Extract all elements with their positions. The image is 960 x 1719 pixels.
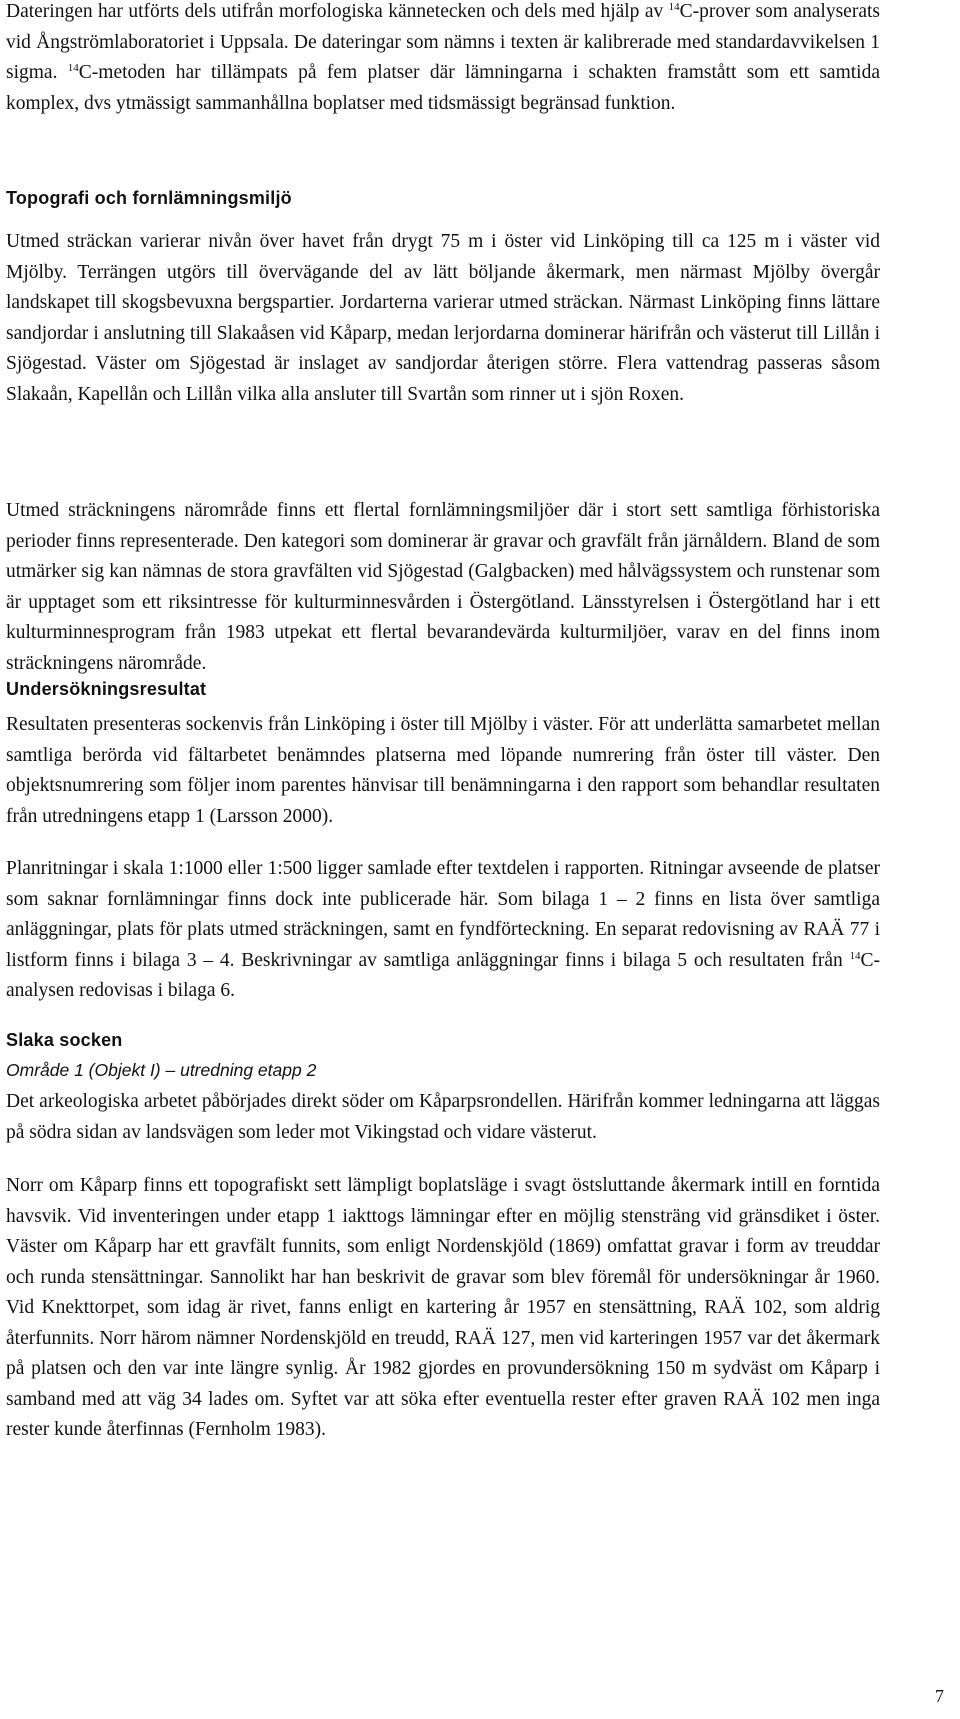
topografi-paragraph-2: Utmed sträckningens närområde finns ett flertal fornlämningsmiljöer där i stort sett samtliga förhistoriska perioder finns representerade. Den kategori som dominerar är gravar och gravfält från järnåldern. Bland de som utmärker sig kan nämnas de stora gravfälten vid Sjögestad (Galgbacken) med hålvägssystem och runstenar som är upptaget som ett riksintresse för kulturminnesvården i Östergötland. Länsstyrelsen i Östergötland har i ett kulturminnesprogram från 1983 utpekat ett flertal bevarandevärda kulturmiljöer, varav en del finns inom sträckningens närområde. bbox=[6, 500, 880, 674]
resultat-text-a: Planritningar i skala 1:1000 eller 1:500 ligger samlade efter textdelen i rapporten. Ritningar avseende de platser som saknar fornlämningar finns dock inte publicerade här. Som bilaga 1 – 2 finns en lista över samtliga anläggningar, plats för plats utmed sträckningen, samt en fyndförteckning. En separat redovisning av RAÄ 77 i listform finns i bilaga 3 – 4. Beskrivningar av samtliga anläggningar finns i bilaga 5 och resultaten från bbox=[6, 858, 880, 971]
intro-text-2: C-prover som analyserats vid Ångströmlaboratoriet i Uppsala. De dateringar som nämns i texten är kalibrerade med standardavvikelsen 1 sigma. bbox=[6, 1, 880, 83]
heading-topografi: Topografi och fornlämningsmiljö bbox=[6, 188, 292, 208]
superscript-14: 14 bbox=[849, 949, 861, 962]
heading-undersokningsresultat: Undersökningsresultat bbox=[6, 679, 207, 699]
page-number: 7 bbox=[935, 1686, 944, 1706]
slaka-paragraph-1: Det arkeologiska arbetet påbörjades direkt söder om Kåparpsrondellen. Härifrån kommer ledningarna att läggas på södra sidan av landsvägen som leder mot Vikingstad och vidare västerut. bbox=[6, 1091, 880, 1143]
subheading-omrade-1: Område 1 (Objekt I) – utredning etapp 2 bbox=[6, 1060, 317, 1080]
superscript-14: 14 bbox=[668, 1, 680, 13]
intro-text-3: C-metoden har tillämpats på fem platser där lämningarna i schakten framstått som ett samtida komplex, dvs ytmässigt sammanhållna boplatser med tidsmässigt begränsad funktion. bbox=[6, 62, 880, 114]
superscript-14: 14 bbox=[67, 62, 79, 74]
resultat-paragraph-2 bbox=[6, 854, 880, 1007]
slaka-paragraph-2: Norr om Kåparp finns ett topografiskt sett lämpligt boplatsläge i svagt östsluttande åkermark intill en forntida havsvik. Vid inventeringen under etapp 1 iakttogs lämningar efter en möjlig stensträng vid gränsdiket i öster. Väster om Kåparp har ett gravfält funnits, som enligt Nordenskjöld (1869) omfattat gravar i form av treuddar och runda stensättningar. Sannolikt har han beskrivit de gravar som blev föremål för undersökningar år 1960. Vid Knekttorpet, som idag är rivet, fanns enligt en kartering år 1957 en stensättning, RAÄ 102, som aldrig återfunnits. Norr härom nämner Nordenskjöld en treudd, RAÄ 127, men vid karteringen 1957 var det åkermark på platsen och den var inte längre synlig. År 1982 gjordes en provundersökning 150 m sydväst om Kåparp i samband med att väg 34 lades om. Syftet var att söka efter eventuella rester efter graven RAÄ 102 men inga rester kunde återfinnas (Fernholm 1983). bbox=[6, 1175, 880, 1440]
resultat-paragraph-1: Resultaten presenteras sockenvis från Linköping i öster till Mjölby i väster. För att underlätta samarbetet mellan samtliga berörda vid fältarbetet benämndes platserna med löpande numrering från öster till väster. Den objektsnumrering som följer inom parentes hänvisar till benämningarna i den rapport som behandlar resultaten från utredningens etapp 1 (Larsson 2000). bbox=[6, 714, 880, 827]
heading-slaka-socken: Slaka socken bbox=[6, 1030, 123, 1050]
intro-text-1: Dateringen har utförts dels utifrån morfologiska kännetecken och dels med hjälp av bbox=[6, 1, 669, 22]
resultat-text-b: C-analysen redovisas i bilaga 6. bbox=[6, 949, 880, 1001]
topografi-paragraph-1: Utmed sträckan varierar nivån över havet från drygt 75 m i öster vid Linköping till ca 125 m i väster vid Mjölby. Terrängen utgörs till övervägande del av lätt böljande åkermark, men närmast Mjölby övergår landskapet till skogsbevuxna bergspartier. Jordarterna varierar utmed sträckan. Närmast Linköping finns lättare sandjordar i anslutning till Slakaåsen vid Kåparp, medan lerjordarna dominerar härifrån och västerut till Lillån i Sjögestad. Väster om Sjögestad är inslaget av sandjordar återigen större. Flera vattendrag passeras såsom Slakaån, Kapellån och Lillån vilka alla ansluter till Svartån som rinner ut i sjön Roxen. bbox=[6, 231, 880, 405]
intro-paragraph bbox=[6, 0, 880, 119]
